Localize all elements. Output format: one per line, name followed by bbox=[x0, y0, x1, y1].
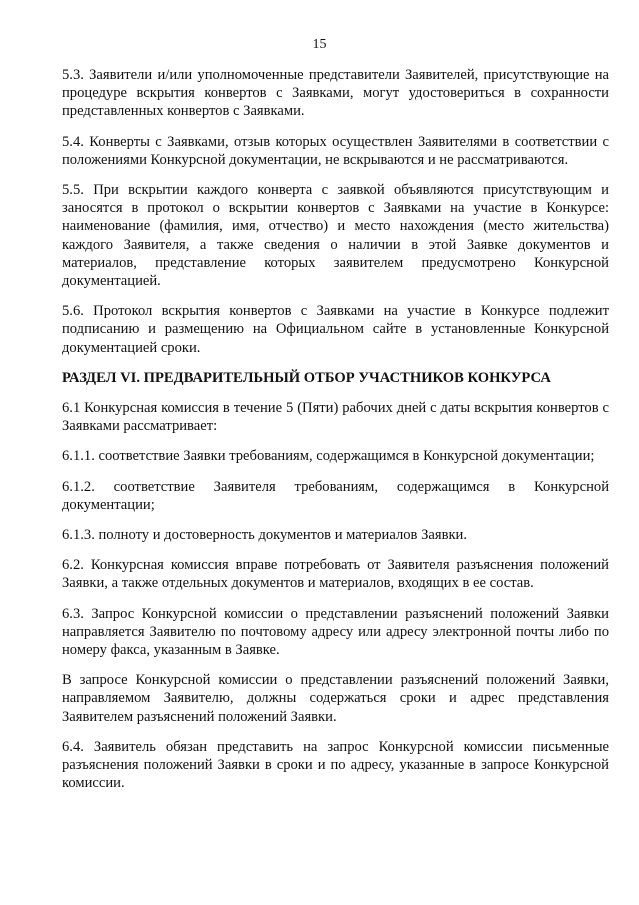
section-heading: РАЗДЕЛ VI. ПРЕДВАРИТЕЛЬНЫЙ ОТБОР УЧАСТНИКОВ КОНКУРСА bbox=[62, 369, 551, 386]
paragraph-6-4: 6.4. Заявитель обязан представить на запрос Конкурсной комиссии письменные разъяснения положений Заявки в сроки и по адресу, указанные в запросе Конкурсной комиссии. bbox=[62, 738, 609, 792]
paragraph-5-4: 5.4. Конверты с Заявками, отзыв которых осуществлен Заявителями в соответствии с положениями Конкурсной документации, не вскрываются и не рассматриваются. bbox=[62, 133, 609, 168]
paragraph-5-6: 5.6. Протокол вскрытия конвертов с Заявками на участие в Конкурсе подлежит подписанию и размещению на Официальном сайте в установленные Конкурсной документацией сроки. bbox=[62, 303, 609, 356]
paragraph-6-2: 6.2. Конкурсная комиссия вправе потребовать от Заявителя разъяснения положений Заявки, а также отдельных документов и материалов, входящих в ее состав. bbox=[62, 557, 609, 592]
paragraph-5-5: 5.5. При вскрытии каждого конверта с заявкой объявляются присутствующим и заносятся в протокол о вскрытии конвертов с Заявками на участие в Конкурсе: наименование (фамилия, имя, отчество) и место нахождения (место жительства) каждого Заявителя, а также сведения о наличии в этой Заявке документов и материалов, представление которых заявителем предусмотрено Конкурсной документацией. bbox=[62, 182, 609, 290]
paragraph-6-1-1: 6.1.1. соответствие Заявки требованиям, содержащимся в Конкурсной документации; bbox=[62, 448, 595, 465]
paragraph-6-1: 6.1 Конкурсная комиссия в течение 5 (Пяти) рабочих дней с даты вскрытия конвертов с Заявками рассматривает: bbox=[62, 400, 609, 435]
paragraph-6-1-2: 6.1.2. соответствие Заявителя требованиям, содержащимся в Конкурсной документации; bbox=[62, 478, 609, 513]
paragraph-5-3: 5.3. Заявители и/или уполномоченные представители Заявителей, присутствующие на процедуре вскрытия конвертов с Заявками, могут удостовериться в сохранности представленных конвертов с Заявками. bbox=[62, 67, 609, 120]
page-number: 15 bbox=[312, 37, 327, 52]
paragraph-6-1-3: 6.1.3. полноту и достоверность документов и материалов Заявки. bbox=[62, 527, 468, 544]
paragraph-6-3: 6.3. Запрос Конкурсной комиссии о представлении разъяснений положений Заявки направляется Заявителю по почтовому адресу или адресу электронной почты либо по номеру факса, указанным в Заявке. bbox=[62, 605, 609, 659]
paragraph-6-3-request: В запросе Конкурсной комиссии о представлении разъяснений положений Заявки, направляемом Заявителю, должны содержаться сроки и адрес представления Заявителем разъяснений положений Заявки. bbox=[62, 672, 609, 725]
